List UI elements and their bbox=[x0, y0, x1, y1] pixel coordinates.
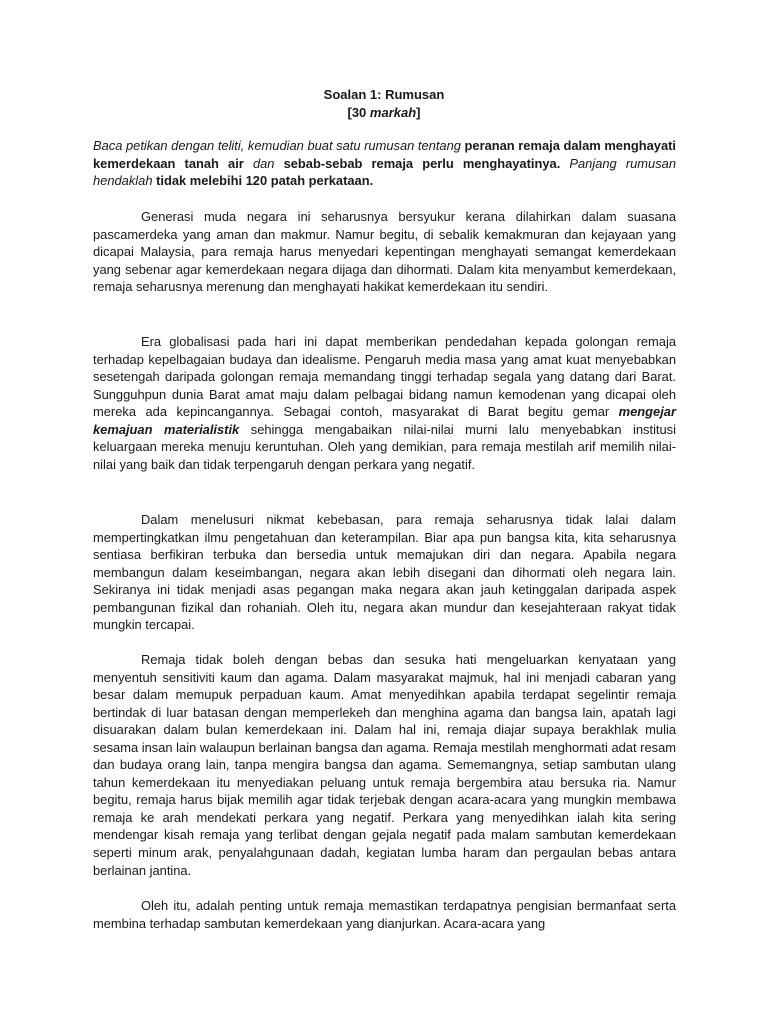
instruction-part-4: sebab-sebab remaja perlu menghayatinya. bbox=[283, 155, 561, 171]
paragraph-2-text bbox=[93, 333, 676, 473]
question-title bbox=[0, 86, 768, 104]
instruction-part-1: Baca petikan dengan teliti, kemudian buat satu rumusan tentang bbox=[93, 138, 465, 153]
paragraph-5 bbox=[93, 897, 676, 932]
paragraph-3 bbox=[93, 511, 676, 634]
marks-label bbox=[0, 104, 768, 122]
marks-close: ] bbox=[416, 105, 421, 120]
paragraph-2-part-3: sehingga mengabaikan nilai-nilai murni lalu menyebabkan institusi keluargaan mereka menuju keruntuhan. Oleh yang demikian, para remaja mestilah arif memilih nilai-nilai yang baik dan tidak terpengaruh dengan perkara yang negatif. bbox=[93, 421, 676, 472]
paragraph-4-text: Remaja tidak boleh dengan bebas dan sesuka hati mengeluarkan kenyataan yang menyentuh sensitiviti kaum dan agama. Dalam masyarakat majmuk, hal ini menjadi cabaran yang besar dalam memupuk perpaduan kaum. Amat menyedihkan apabila terdapat segelintir remaja bertindak di luar batasan dengan memperlekeh dan menghina agama dan bangsa lain, apatah lagi disuarakan dalam bulan kemerdekaan ini. Dalam hal ini, remaja diajar supaya berakhlak mulia sesama insan lain walaupun berlainan bangsa dan agama. Remaja mestilah menghormati adat resam dan budaya orang lain, tanpa mengira bangsa dan agama. Sememangnya, setiap sambutan ulang tahun kemerdekaan itu menyediakan peluang untuk remaja bergembira atau bersuka ria. Namur begitu, remaja harus bijak memilih agar tidak terjebak dengan acara-acara yang mungkin membawa remaja ke arah mendekati perkara yang negatif. Perkara yang menyedihkan ialah kita sering mendengar kisah remaja yang terlibat dengan gejala negatif pada malam sambutan kemerdekaan seperti minum arak, penyalahgunaan dadah, kegiatan lumba haram dan pergaulan bebas antara berlainan jantina. bbox=[93, 652, 676, 878]
marks-word: markah bbox=[369, 105, 417, 120]
instruction-part-5: Panjang rumusan hendaklah bbox=[93, 155, 676, 189]
paragraph-4 bbox=[93, 651, 676, 879]
paragraph-1-text: Generasi muda negara ini seharusnya bersyukur kerana dilahirkan dalam suasana pascamerdeka yang aman dan makmur. Namur begitu, di sebalik kemakmuran dan kejayaan yang dicapai Malaysia, para remaja harus menyedari kepentingan menghayati semangat kemerdekaan yang sebenar agar kemerdekaan negara dijaga dan dihormati. Dalam kita menyambut kemerdekaan, remaja seharusnya merenung dan menghayati hakikat kemerdekaan itu sendiri. bbox=[93, 209, 676, 295]
instruction-part-3: dan bbox=[243, 155, 284, 171]
paragraph-5-text: Oleh itu, adalah penting untuk remaja memastikan terdapatnya pengisian bermanfaat serta membina terhadap sambutan kemerdekaan yang dianjurkan. Acara-acara yang bbox=[93, 898, 676, 931]
paragraph-2 bbox=[93, 333, 676, 473]
paragraph-2-emphasis: mengejar kemajuan materialistik bbox=[93, 404, 676, 437]
question-title-text: Soalan 1: Rumusan bbox=[323, 87, 445, 102]
instruction-part-6: tidak melebihi 120 patah perkataan. bbox=[156, 173, 374, 189]
paragraph-1 bbox=[93, 208, 676, 296]
marks-open: [30 bbox=[347, 105, 370, 120]
paragraph-3-text: Dalam menelusuri nikmat kebebasan, para remaja seharusnya tidak lalai dalam mempertingkatkan ilmu pengetahuan dan keterampilan. Biar apa pun bangsa kita, kita seharusnya sentiasa berfikiran terbuka dan bersedia untuk memajukan diri dan negara. Apabila negara membangun dalam keseimbangan, negara akan lebih disegani dan dihormati oleh negara lain. Sekiranya ini tidak menjadi asas pegangan maka negara akan jauh ketinggalan daripada aspek pembangunan fizikal dan rohaniah. Oleh itu, negara akan mundur dan kesejahteraan rakyat tidak mungkin tercapai. bbox=[93, 512, 676, 633]
instruction-part-2: peranan remaja dalam menghayati kemerdekaan tanah air bbox=[93, 138, 676, 171]
instruction-text bbox=[93, 137, 676, 190]
paragraph-2-part-1: Era globalisasi pada hari ini dapat memberikan pendedahan kepada golongan remaja terhadap kepelbagaian budaya dan idealisme. Pengaruh media masa yang amat kuat menyebabkan sesetengah daripada golongan remaja memandang tinggi terhadap segala yang datang dari Barat. Sungguhpun dunia Barat amat maju dalam pelbagai bidang namun kemodenan yang dicapai oleh mereka ada kepincangannya. Sebagai contoh, masyarakat di Barat begitu gemar bbox=[93, 334, 676, 420]
